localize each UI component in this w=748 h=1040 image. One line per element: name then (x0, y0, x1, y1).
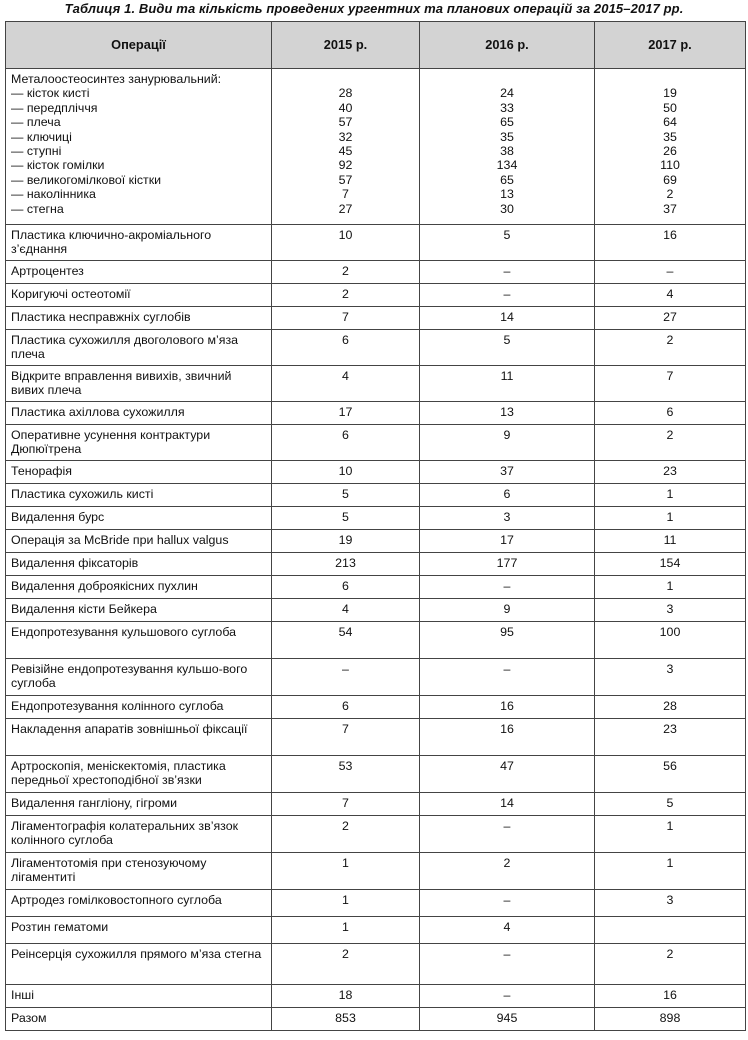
value-cell-2016: 9 (420, 425, 595, 461)
value-cell-2016: 47 (420, 756, 595, 793)
table-row (6, 719, 746, 756)
table-row (6, 1008, 746, 1031)
group-item-value: 30 (500, 201, 514, 216)
operation-cell: Пластика ахіллова сухожилля (6, 402, 272, 425)
table-row (6, 917, 746, 944)
table-row (6, 622, 746, 659)
group-item-label: — наколінника (11, 187, 96, 202)
value-cell-2015: 7 (272, 793, 420, 816)
value-cell-2017: 2 (595, 425, 746, 461)
group-row (6, 69, 746, 225)
value-cell-2017: – (595, 261, 746, 284)
operation-cell: Пластика ключично-акроміального з’єднання (6, 225, 272, 261)
value-cell-2017: 154 (595, 553, 746, 576)
operation-cell: Ревізійне ендопротезування кульшо-вого суглоба (6, 659, 272, 696)
table-row (6, 402, 746, 425)
operation-cell: Видалення кісти Бейкера (6, 599, 272, 622)
group-item-value: 19 (663, 86, 677, 101)
value-cell-2015: 4 (272, 366, 420, 402)
operation-cell: Лігаментографія колатеральних зв’язок колінного суглоба (6, 816, 272, 853)
value-cell-2015: 19 (272, 530, 420, 553)
operation-cell: Реінсерція сухожилля прямого м’яза стегна (6, 944, 272, 985)
table-row (6, 425, 746, 461)
group-item-label: — ступні (11, 144, 62, 159)
table-row (6, 816, 746, 853)
value-cell-2017: 16 (595, 985, 746, 1008)
value-cell-2016: – (420, 576, 595, 599)
table-row (6, 530, 746, 553)
table-row (6, 793, 746, 816)
value-cell-2016: 14 (420, 793, 595, 816)
operation-cell: Операція за McBride при hallux valgus (6, 530, 272, 553)
value-cell-2016: – (420, 816, 595, 853)
table-row (6, 507, 746, 530)
group-item-value: 69 (663, 172, 677, 187)
value-cell-2017 (595, 917, 746, 944)
value-cell-2015: 7 (272, 719, 420, 756)
table-row (6, 330, 746, 366)
value-cell-2015: 2 (272, 284, 420, 307)
group-item-value: 13 (500, 187, 514, 202)
operation-cell: Видалення фіксаторів (6, 553, 272, 576)
operation-cell: Видалення доброякісних пухлин (6, 576, 272, 599)
value-cell-2015: 10 (272, 225, 420, 261)
table-row (6, 576, 746, 599)
value-cell-2016: 11 (420, 366, 595, 402)
table-row (6, 261, 746, 284)
value-cell-2017: 3 (595, 890, 746, 917)
value-cell-2016: 5 (420, 330, 595, 366)
group-item-value: 40 (338, 100, 353, 115)
group-item-label: — ключиці (11, 129, 72, 144)
value-cell-2017: 1 (595, 816, 746, 853)
value-cell-2016: – (420, 261, 595, 284)
table-row (6, 696, 746, 719)
value-cell-2016: – (420, 284, 595, 307)
value-cell-2016: 95 (420, 622, 595, 659)
value-cell-2015: 5 (272, 507, 420, 530)
value-cell-2015: 18 (272, 985, 420, 1008)
value-cell-2017: 27 (595, 307, 746, 330)
group-item-value: 35 (500, 129, 514, 144)
operation-cell: Лігаментотомія при стенозуючому лігаментиті (6, 853, 272, 890)
value-cell-2015: 1 (272, 917, 420, 944)
group-item-label: — великогомілкової кістки (11, 172, 162, 187)
table-row (6, 599, 746, 622)
operation-cell: Пластика сухожилля двоголового м’яза плеча (6, 330, 272, 366)
value-cell-2015: 10 (272, 461, 420, 484)
group-item-value: 57 (338, 172, 353, 187)
value-cell-2017: 1 (595, 507, 746, 530)
value-cell-2017: 7 (595, 366, 746, 402)
operation-cell: Ендопротезування колінного суглоба (6, 696, 272, 719)
group-item-value: 64 (663, 115, 677, 130)
header-2016: 2016 р. (420, 22, 595, 69)
group-item-value: 38 (500, 144, 514, 159)
operation-cell: Артроскопія, менiскектомія, пластика передньої хрестоподібної зв’язки (6, 756, 272, 793)
table-caption: Таблиця 1. Види та кількість проведених ургентних та планових операцій за 2015–2017 рр. (64, 1, 684, 16)
group-item-value: 65 (500, 172, 514, 187)
group-title: Металоостеосинтез занурювальний: (11, 72, 222, 86)
value-cell-2017: 1 (595, 576, 746, 599)
group-item-value: 24 (500, 86, 514, 101)
group-item-value: 27 (338, 201, 353, 216)
value-cell-2017: 56 (595, 756, 746, 793)
value-cell-2017: 16 (595, 225, 746, 261)
value-cell-2017: 1 (595, 853, 746, 890)
group-item-value: 37 (663, 201, 677, 216)
value-cell-2017: 23 (595, 719, 746, 756)
group-item-value: 2 (666, 187, 674, 202)
value-cell-2016: 17 (420, 530, 595, 553)
group-item-value: 65 (500, 115, 514, 130)
value-cell-2015: 5 (272, 484, 420, 507)
value-cell-2016: – (420, 985, 595, 1008)
group-item-value: 33 (500, 100, 514, 115)
value-cell-2015: 4 (272, 599, 420, 622)
group-item-label: — кісток гомілки (11, 158, 105, 173)
value-cell-2015: 853 (272, 1008, 420, 1031)
group-item-value: 134 (496, 158, 518, 173)
group-item-value: 35 (663, 129, 677, 144)
value-cell-2016: 4 (420, 917, 595, 944)
group-item-value: 7 (342, 187, 349, 202)
value-cell-2015: 6 (272, 425, 420, 461)
value-cell-2017: 898 (595, 1008, 746, 1031)
value-cell-2015: 6 (272, 576, 420, 599)
group-item-value: 32 (338, 129, 353, 144)
table-row (6, 659, 746, 696)
operation-cell: Оперативне усунення контрактури Дюпюїтрена (6, 425, 272, 461)
table-row (6, 553, 746, 576)
value-cell-2015: 1 (272, 853, 420, 890)
value-cell-2016: 13 (420, 402, 595, 425)
operation-cell: Інші (6, 985, 272, 1008)
header-operations: Операції (6, 22, 272, 69)
header-2015: 2015 р. (272, 22, 420, 69)
group-item-value: 26 (663, 144, 677, 159)
value-cell-2016: 16 (420, 696, 595, 719)
group-item-value: 110 (660, 158, 680, 173)
operation-cell: Артродез гомілковостопного суглоба (6, 890, 272, 917)
operation-cell: Розтин гематоми (6, 917, 272, 944)
value-cell-2017: 100 (595, 622, 746, 659)
group-item-value: 50 (663, 100, 677, 115)
group-item-label: — кісток кисті (11, 86, 90, 101)
value-cell-2016: 16 (420, 719, 595, 756)
value-cell-2015: – (272, 659, 420, 696)
value-cell-2016: 2 (420, 853, 595, 890)
operation-cell: Тенорафія (6, 461, 272, 484)
value-cell-2016: – (420, 890, 595, 917)
value-cell-2015: 53 (272, 756, 420, 793)
value-cell-2017: 2 (595, 944, 746, 985)
table-row (6, 366, 746, 402)
value-cell-2015: 17 (272, 402, 420, 425)
group-item-label: — стегна (11, 201, 64, 216)
value-cell-2016: 6 (420, 484, 595, 507)
value-cell-2016: – (420, 659, 595, 696)
value-cell-2015: 6 (272, 696, 420, 719)
value-cell-2017: 4 (595, 284, 746, 307)
table-row (6, 985, 746, 1008)
value-cell-2017: 1 (595, 484, 746, 507)
value-cell-2015: 2 (272, 261, 420, 284)
group-item-value: 92 (338, 158, 353, 173)
operation-cell: Відкрите вправлення вивихів, звичний вивих плеча (6, 366, 272, 402)
value-cell-2017: 3 (595, 659, 746, 696)
value-cell-2017: 3 (595, 599, 746, 622)
value-cell-2017: 6 (595, 402, 746, 425)
value-cell-2015: 2 (272, 944, 420, 985)
group-item-value: 57 (338, 115, 353, 130)
value-cell-2015: 7 (272, 307, 420, 330)
group-label-cell (6, 69, 272, 225)
value-cell-2016: 5 (420, 225, 595, 261)
value-cell-2016: 945 (420, 1008, 595, 1031)
value-cell-2016: 9 (420, 599, 595, 622)
operation-cell: Артроцентез (6, 261, 272, 284)
group-2017-cell (595, 69, 746, 225)
spacer (600, 72, 740, 86)
header-row (6, 22, 746, 69)
group-2015-cell (272, 69, 420, 225)
operation-cell: Коригуючі остеотомії (6, 284, 272, 307)
operation-cell: Накладення апаратів зовнішньої фіксації (6, 719, 272, 756)
group-item-label: — передпліччя (11, 100, 98, 115)
header-2017: 2017 р. (595, 22, 746, 69)
group-item-value: 28 (338, 86, 353, 101)
value-cell-2017: 28 (595, 696, 746, 719)
operation-cell: Разом (6, 1008, 272, 1031)
table-row (6, 853, 746, 890)
operation-cell: Пластика несправжніх суглобів (6, 307, 272, 330)
table-row (6, 756, 746, 793)
table-row (6, 484, 746, 507)
table-row (6, 284, 746, 307)
table-row (6, 944, 746, 985)
value-cell-2016: – (420, 944, 595, 985)
value-cell-2015: 213 (272, 553, 420, 576)
table-row (6, 225, 746, 261)
operations-table (5, 21, 746, 1031)
value-cell-2015: 54 (272, 622, 420, 659)
value-cell-2016: 14 (420, 307, 595, 330)
group-item-label: — плеча (11, 115, 61, 130)
value-cell-2017: 2 (595, 330, 746, 366)
operation-cell: Видалення бурс (6, 507, 272, 530)
spacer (425, 72, 589, 86)
value-cell-2016: 37 (420, 461, 595, 484)
value-cell-2017: 23 (595, 461, 746, 484)
table-row (6, 461, 746, 484)
operation-cell: Пластика сухожиль кисті (6, 484, 272, 507)
value-cell-2017: 11 (595, 530, 746, 553)
value-cell-2015: 2 (272, 816, 420, 853)
value-cell-2016: 3 (420, 507, 595, 530)
group-2016-cell (420, 69, 595, 225)
value-cell-2015: 6 (272, 330, 420, 366)
table-row (6, 890, 746, 917)
table-row (6, 307, 746, 330)
value-cell-2017: 5 (595, 793, 746, 816)
spacer (277, 72, 414, 86)
value-cell-2015: 1 (272, 890, 420, 917)
operation-cell: Видалення гангліону, гігроми (6, 793, 272, 816)
group-item-value: 45 (338, 144, 353, 159)
operation-cell: Ендопротезування кульшового суглоба (6, 622, 272, 659)
value-cell-2016: 177 (420, 553, 595, 576)
